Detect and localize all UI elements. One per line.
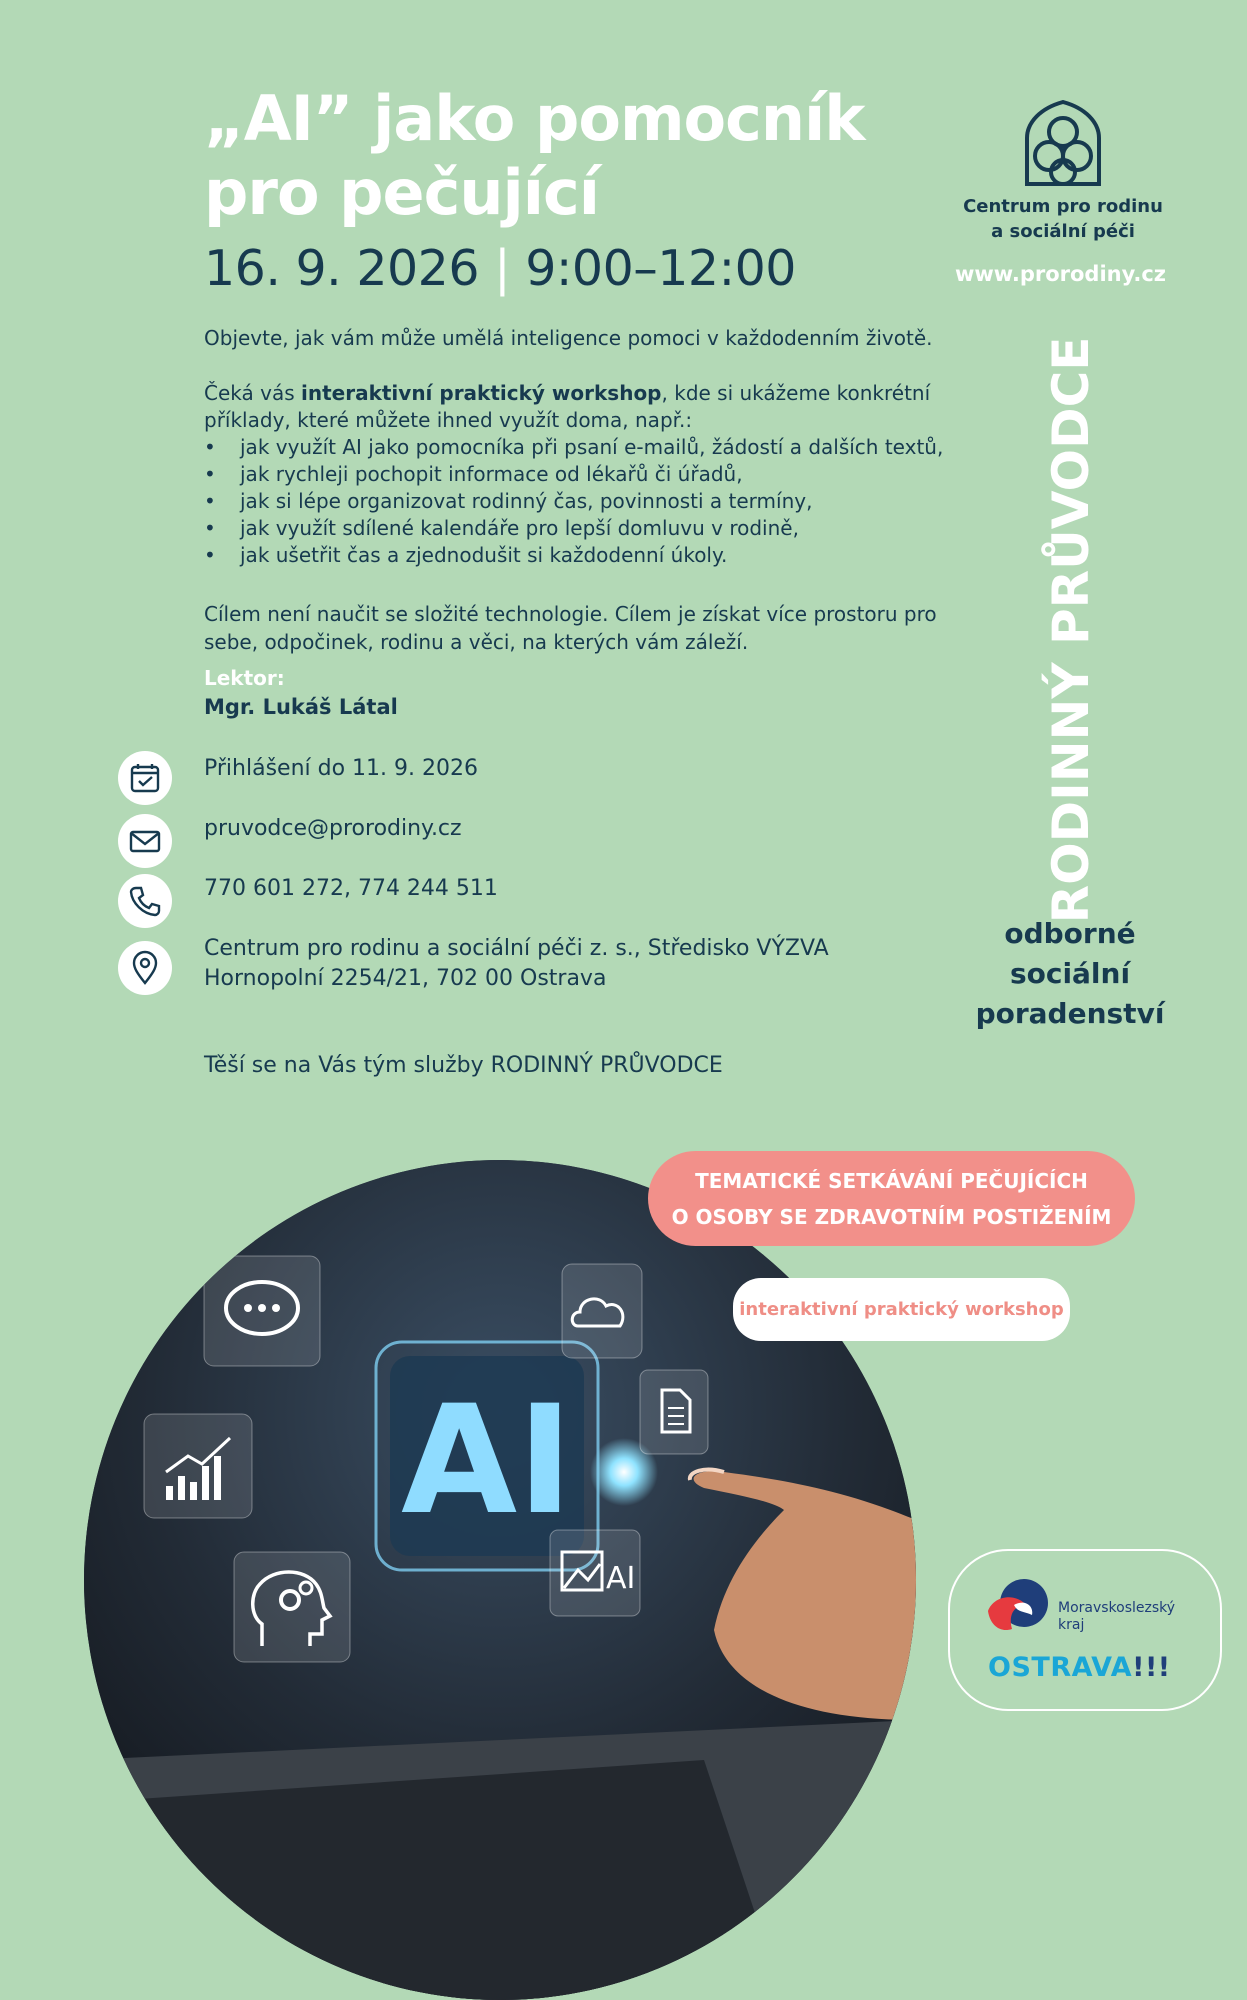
workshop-topics bbox=[204, 434, 964, 569]
org-emblem-icon bbox=[1023, 100, 1103, 186]
org-logo bbox=[958, 100, 1168, 244]
intro-text: Objevte, jak vám může umělá inteligence pomoci v každodenním životě. bbox=[204, 326, 933, 350]
kraj-line-2: kraj bbox=[1058, 1617, 1085, 1633]
banner-line-2: O OSOBY SE ZDRAVOTNÍM POSTIŽENÍM bbox=[671, 1204, 1112, 1229]
service-name-vertical bbox=[1004, 336, 1138, 924]
org-name-line-1: Centrum pro rodinu bbox=[963, 196, 1163, 217]
website-link[interactable]: www.prorodiny.cz bbox=[955, 262, 1167, 286]
service-name: RODINNÝ PRŮVODCE bbox=[1042, 336, 1100, 924]
service-type-line: sociální bbox=[1009, 957, 1131, 990]
event-time: 9:00–12:00 bbox=[525, 240, 796, 297]
kraj-name bbox=[1058, 1600, 1175, 1634]
workshop-lead bbox=[204, 380, 964, 434]
registration-deadline: Přihlášení do 11. 9. 2026 bbox=[204, 756, 478, 781]
contact-phone[interactable]: 770 601 272, 774 244 511 bbox=[204, 876, 498, 901]
contact-email[interactable]: pruvodce@prorodiny.cz bbox=[204, 816, 462, 841]
workshop-tag: interaktivní praktický workshop bbox=[733, 1278, 1070, 1341]
envelope-icon bbox=[118, 814, 172, 868]
lector-label: Lektor: bbox=[204, 666, 285, 690]
event-theme-banner bbox=[648, 1151, 1135, 1246]
phone-icon bbox=[118, 874, 172, 928]
service-type-line: odborné bbox=[1004, 917, 1136, 950]
date-separator: | bbox=[494, 240, 511, 297]
lead-bold: interaktivní praktický workshop bbox=[300, 381, 662, 405]
goal-text: Cílem není naučit se složité technologie. Cílem je získat více prostoru pro sebe, odpočinek, rodinu a věci, na kterých vám záleží. bbox=[204, 602, 937, 654]
event-day: 16. 9. 2026 bbox=[204, 240, 480, 297]
ostrava-text: OSTRAVA bbox=[988, 1652, 1133, 1683]
topic-item: • jak rychleji pochopit informace od lékařů či úřadů, bbox=[204, 461, 964, 488]
title-line-1: „AI” jako pomocník bbox=[204, 82, 865, 155]
topic-item: • jak si lépe organizovat rodinný čas, povinnosti a termíny, bbox=[204, 488, 964, 515]
org-name-line-2: a sociální péči bbox=[991, 221, 1135, 242]
banner-line-1: TEMATICKÉ SETKÁVÁNÍ PEČUJÍCÍCH bbox=[695, 1168, 1088, 1193]
calendar-check-icon bbox=[118, 751, 172, 805]
document-icon bbox=[640, 1370, 708, 1454]
event-date bbox=[204, 240, 796, 297]
workshop-description bbox=[204, 380, 964, 569]
org-name bbox=[958, 194, 1168, 244]
cloud-icon bbox=[562, 1264, 642, 1358]
address-line-1: Centrum pro rodinu a sociální péči z. s., Středisko VÝZVA bbox=[204, 936, 829, 961]
moravskoslezsky-kraj-logo bbox=[986, 1575, 1052, 1641]
image-icon bbox=[550, 1530, 640, 1616]
topic-item: • jak využít AI jako pomocníka při psaní e-mailů, žádostí a dalších textů, bbox=[204, 434, 964, 461]
ai-panel-text: AI bbox=[401, 1374, 573, 1548]
service-type-line: poradenství bbox=[975, 997, 1165, 1030]
chart-icon bbox=[144, 1414, 252, 1518]
ostrava-exclamation: !!! bbox=[1132, 1652, 1171, 1683]
poster-title bbox=[204, 82, 865, 230]
title-line-2: pro pečující bbox=[204, 156, 599, 229]
lector-name: Mgr. Lukáš Látal bbox=[204, 695, 398, 719]
partner-logos bbox=[948, 1549, 1222, 1711]
topic-item: • jak ušetřit čas a zjednodušit si každodenní úkoly. bbox=[204, 542, 964, 569]
kraj-line-1: Moravskoslezský bbox=[1058, 1600, 1176, 1616]
head-gears-icon bbox=[234, 1552, 350, 1662]
address-line-2: Hornopolní 2254/21, 702 00 Ostrava bbox=[204, 966, 607, 991]
closing-line: Těší se na Vás tým služby RODINNÝ PRŮVODCE bbox=[204, 1053, 723, 1078]
venue-address bbox=[204, 934, 829, 994]
lead-suffix: , kde si ukážeme konkrétní příklady, které můžete ihned využít doma, např.: bbox=[204, 381, 931, 432]
gallery-ai-text: AI bbox=[606, 1561, 636, 1596]
chat-bubble-icon bbox=[204, 1256, 320, 1366]
lead-prefix: Čeká vás bbox=[204, 381, 301, 405]
service-type bbox=[960, 914, 1180, 1034]
ostrava-logo bbox=[988, 1652, 1171, 1683]
location-pin-icon bbox=[118, 941, 172, 995]
topic-item: • jak využít sdílené kalendáře pro lepší domluvu v rodině, bbox=[204, 515, 964, 542]
